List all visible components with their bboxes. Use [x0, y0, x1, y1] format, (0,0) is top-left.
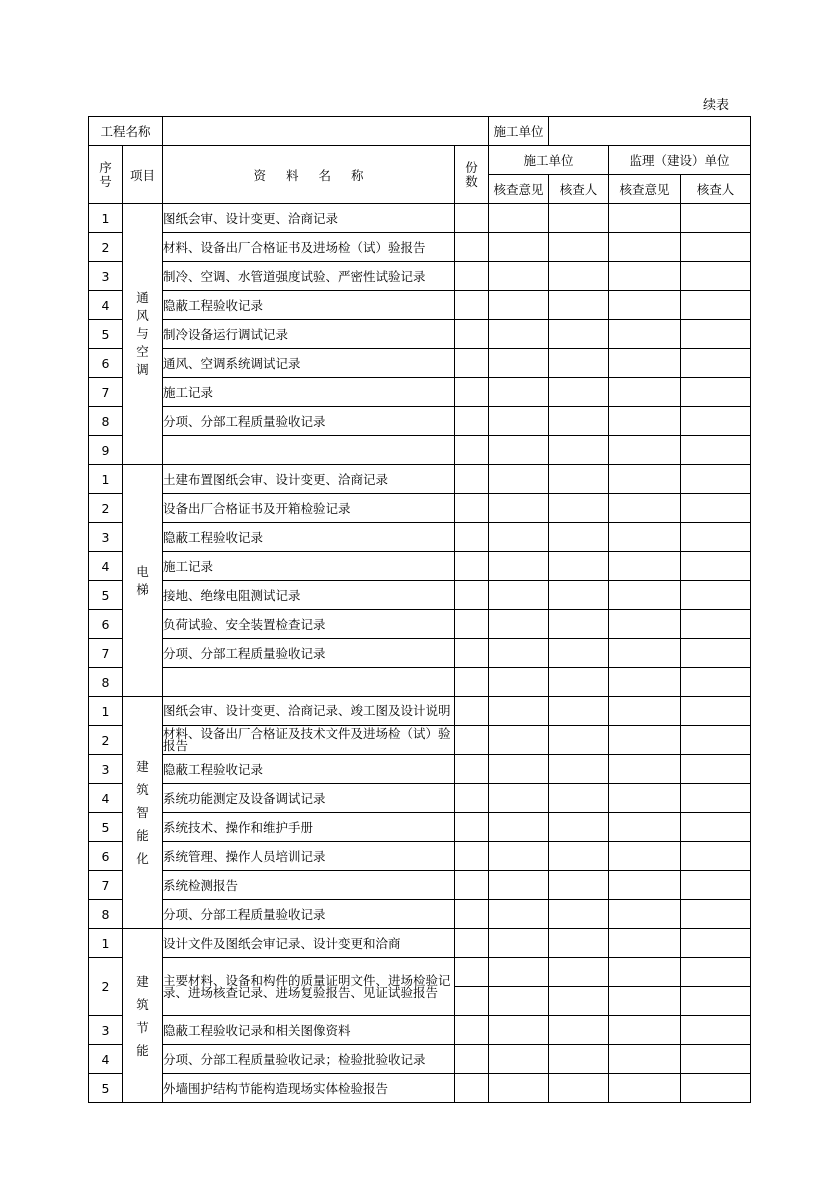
- supervision-checker-cell[interactable]: [681, 900, 751, 929]
- construction-group-header: 施工单位: [489, 146, 609, 175]
- construction-opinion-cell[interactable]: [489, 755, 549, 784]
- copies-cell[interactable]: [455, 494, 489, 523]
- construction-opinion-cell[interactable]: [489, 494, 549, 523]
- copies-cell[interactable]: [455, 1016, 489, 1045]
- supervision-opinion-cell[interactable]: [609, 697, 681, 726]
- construction-checker-cell[interactable]: [549, 581, 609, 610]
- supervision-opinion-cell[interactable]: [609, 320, 681, 349]
- row-number: 3: [89, 755, 123, 784]
- table-row: [89, 581, 751, 610]
- copies-cell[interactable]: [455, 1074, 489, 1103]
- supervision-checker-cell[interactable]: [681, 465, 751, 494]
- construction-checker-cell[interactable]: [549, 900, 609, 929]
- material-name: 分项、分部工程质量验收记录；检验批验收记录: [163, 1045, 455, 1074]
- supervision-checker-cell[interactable]: [681, 784, 751, 813]
- supervision-opinion-cell[interactable]: [609, 1074, 681, 1103]
- supervision-checker-cell[interactable]: [681, 987, 751, 1016]
- supervision-opinion-cell[interactable]: [609, 1016, 681, 1045]
- copies-cell[interactable]: [455, 726, 489, 755]
- row-number: 5: [89, 1074, 123, 1103]
- table-row: [89, 1045, 751, 1074]
- supervision-checker-cell[interactable]: [681, 1074, 751, 1103]
- construction-checker-cell[interactable]: [549, 465, 609, 494]
- construction-opinion-cell[interactable]: [489, 958, 549, 987]
- construction-opinion-cell[interactable]: [489, 871, 549, 900]
- supervision-opinion-cell[interactable]: [609, 465, 681, 494]
- supervision-opinion-cell[interactable]: [609, 958, 681, 987]
- row-number: 7: [89, 378, 123, 407]
- construction-opinion-cell[interactable]: [489, 929, 549, 958]
- supervision-opinion-cell[interactable]: [609, 581, 681, 610]
- supervision-opinion-cell[interactable]: [609, 813, 681, 842]
- supervision-checker-cell[interactable]: [681, 320, 751, 349]
- supervision-opinion-cell[interactable]: [609, 494, 681, 523]
- copies-cell[interactable]: [455, 813, 489, 842]
- row-number: 6: [89, 610, 123, 639]
- supervision-checker-cell[interactable]: [681, 755, 751, 784]
- material-name: 系统检测报告: [163, 871, 455, 900]
- supervision-checker-cell[interactable]: [681, 958, 751, 987]
- material-name: 系统技术、操作和维护手册: [163, 813, 455, 842]
- archive-check-table: [88, 116, 751, 1103]
- row-number: 8: [89, 668, 123, 697]
- construction-checker-cell[interactable]: [549, 552, 609, 581]
- supervision-check-opinion-header: 核查意见: [609, 175, 681, 204]
- row-number: 7: [89, 639, 123, 668]
- supervision-checker-cell[interactable]: [681, 871, 751, 900]
- construction-opinion-cell[interactable]: [489, 900, 549, 929]
- supervision-checker-cell[interactable]: [681, 494, 751, 523]
- supervision-opinion-cell[interactable]: [609, 233, 681, 262]
- copies-cell[interactable]: [455, 523, 489, 552]
- material-name: 分项、分部工程质量验收记录: [163, 900, 455, 929]
- table-row: [89, 726, 751, 755]
- table-row: [89, 1074, 751, 1103]
- construction-checker-cell[interactable]: [549, 407, 609, 436]
- row-number: 3: [89, 523, 123, 552]
- table-row: [89, 407, 751, 436]
- construction-opinion-cell[interactable]: [489, 1016, 549, 1045]
- construction-checker-cell[interactable]: [549, 755, 609, 784]
- supervision-checker-cell[interactable]: [681, 813, 751, 842]
- construction-checker-cell[interactable]: [549, 929, 609, 958]
- copies-cell[interactable]: [455, 900, 489, 929]
- row-number: 5: [89, 320, 123, 349]
- construction-checker-cell[interactable]: [549, 262, 609, 291]
- copies-cell[interactable]: [455, 262, 489, 291]
- copies-cell[interactable]: [455, 204, 489, 233]
- material-name: 材料、设备出厂合格证及技术文件及进场检（试）验报告: [163, 726, 455, 755]
- row-number: 6: [89, 349, 123, 378]
- copies-cell[interactable]: [455, 581, 489, 610]
- table-row: [89, 378, 751, 407]
- construction-opinion-cell[interactable]: [489, 1074, 549, 1103]
- construction-check-opinion-header: 核查意见: [489, 175, 549, 204]
- construction-opinion-cell[interactable]: [489, 697, 549, 726]
- row-number: 4: [89, 1045, 123, 1074]
- material-name: 材料、设备出厂合格证书及进场检（试）验报告: [163, 233, 455, 262]
- construction-unit-label: 施工单位: [489, 117, 549, 146]
- table-row: [89, 929, 751, 958]
- construction-checker-cell[interactable]: [549, 958, 609, 987]
- construction-opinion-cell[interactable]: [489, 842, 549, 871]
- row-number: 5: [89, 813, 123, 842]
- copies-cell[interactable]: [455, 407, 489, 436]
- construction-checker-cell[interactable]: [549, 378, 609, 407]
- construction-checker-cell[interactable]: [549, 1045, 609, 1074]
- construction-checker-cell[interactable]: [549, 639, 609, 668]
- copies-cell[interactable]: [455, 378, 489, 407]
- supervision-opinion-cell[interactable]: [609, 726, 681, 755]
- copies-cell[interactable]: [455, 233, 489, 262]
- material-name: 隐蔽工程验收记录和相关图像资料: [163, 1016, 455, 1045]
- row-number: 2: [89, 494, 123, 523]
- row-number: 9: [89, 436, 123, 465]
- copies-cell[interactable]: [455, 1045, 489, 1074]
- construction-opinion-cell[interactable]: [489, 262, 549, 291]
- supervision-opinion-cell[interactable]: [609, 668, 681, 697]
- supervision-checker-cell[interactable]: [681, 407, 751, 436]
- supervision-opinion-cell[interactable]: [609, 639, 681, 668]
- construction-opinion-cell[interactable]: [489, 726, 549, 755]
- supervision-checker-header: 核查人: [681, 175, 751, 204]
- row-number: 3: [89, 1016, 123, 1045]
- material-name-header: 资料名称: [163, 146, 455, 204]
- section-label: 建筑智能化: [123, 697, 163, 929]
- row-number: 2: [89, 233, 123, 262]
- row-number: 5: [89, 581, 123, 610]
- supervision-checker-cell[interactable]: [681, 610, 751, 639]
- supervision-checker-cell[interactable]: [681, 204, 751, 233]
- construction-checker-cell[interactable]: [549, 842, 609, 871]
- copies-cell[interactable]: [455, 929, 489, 958]
- material-name: 系统功能测定及设备调试记录: [163, 784, 455, 813]
- row-number: 1: [89, 204, 123, 233]
- row-number: 4: [89, 784, 123, 813]
- table-row: [89, 320, 751, 349]
- supervision-checker-cell[interactable]: [681, 581, 751, 610]
- row-number: 3: [89, 262, 123, 291]
- material-name: 图纸会审、设计变更、洽商记录: [163, 204, 455, 233]
- material-name: 负荷试验、安全装置检查记录: [163, 610, 455, 639]
- project-name-label: 工程名称: [89, 117, 163, 146]
- supervision-opinion-cell[interactable]: [609, 291, 681, 320]
- supervision-group-header: 监理（建设）单位: [609, 146, 751, 175]
- material-name: 分项、分部工程质量验收记录: [163, 639, 455, 668]
- table-row: [89, 204, 751, 233]
- table-row: [89, 958, 751, 987]
- material-name: 分项、分部工程质量验收记录: [163, 407, 455, 436]
- construction-opinion-cell[interactable]: [489, 349, 549, 378]
- material-name: 施工记录: [163, 378, 455, 407]
- table-row: [89, 610, 751, 639]
- row-number: 1: [89, 465, 123, 494]
- supervision-opinion-cell[interactable]: [609, 552, 681, 581]
- construction-opinion-cell[interactable]: [489, 523, 549, 552]
- table-row: [89, 349, 751, 378]
- project-name-field[interactable]: [163, 117, 489, 146]
- row-number: 7: [89, 871, 123, 900]
- supervision-opinion-cell[interactable]: [609, 755, 681, 784]
- supervision-opinion-cell[interactable]: [609, 436, 681, 465]
- row-number: 2: [89, 726, 123, 755]
- copies-cell[interactable]: [455, 755, 489, 784]
- copies-header: 份数: [455, 146, 489, 204]
- construction-opinion-cell[interactable]: [489, 291, 549, 320]
- section-label: 电梯: [123, 465, 163, 697]
- row-number: 4: [89, 552, 123, 581]
- table-row: [89, 1016, 751, 1045]
- copies-cell[interactable]: [455, 291, 489, 320]
- construction-checker-cell[interactable]: [549, 871, 609, 900]
- seq-header: 序号: [89, 146, 123, 204]
- construction-opinion-cell[interactable]: [489, 552, 549, 581]
- construction-checker-cell[interactable]: [549, 726, 609, 755]
- supervision-opinion-cell[interactable]: [609, 842, 681, 871]
- material-name: 主要材料、设备和构件的质量证明文件、进场检验记录、进场核查记录、进场复验报告、见证试验报告: [163, 958, 455, 1016]
- section-label: 通风与空调: [123, 204, 163, 465]
- header-row-1: [89, 146, 751, 175]
- construction-checker-cell[interactable]: [549, 784, 609, 813]
- table-row: [89, 494, 751, 523]
- table-row: [89, 813, 751, 842]
- supervision-checker-cell[interactable]: [681, 639, 751, 668]
- row-number: 8: [89, 407, 123, 436]
- copies-cell[interactable]: [455, 987, 489, 1016]
- supervision-checker-cell[interactable]: [681, 349, 751, 378]
- table-row: [89, 900, 751, 929]
- construction-opinion-cell[interactable]: [489, 436, 549, 465]
- material-name: [163, 436, 455, 465]
- table-row: [89, 784, 751, 813]
- material-name: 隐蔽工程验收记录: [163, 755, 455, 784]
- table-row: [89, 465, 751, 494]
- supervision-opinion-cell[interactable]: [609, 349, 681, 378]
- construction-checker-cell[interactable]: [549, 320, 609, 349]
- supervision-checker-cell[interactable]: [681, 1045, 751, 1074]
- construction-checker-cell[interactable]: [549, 610, 609, 639]
- construction-opinion-cell[interactable]: [489, 987, 549, 1016]
- construction-opinion-cell[interactable]: [489, 639, 549, 668]
- material-name: 隐蔽工程验收记录: [163, 523, 455, 552]
- row-number: 2: [89, 958, 123, 1016]
- material-name: 接地、绝缘电阻测试记录: [163, 581, 455, 610]
- row-number: 4: [89, 291, 123, 320]
- copies-cell[interactable]: [455, 320, 489, 349]
- table-row: [89, 523, 751, 552]
- material-name: 通风、空调系统调试记录: [163, 349, 455, 378]
- material-name: 土建布置图纸会审、设计变更、洽商记录: [163, 465, 455, 494]
- construction-checker-cell[interactable]: [549, 697, 609, 726]
- copies-cell[interactable]: [455, 610, 489, 639]
- table-row: [89, 842, 751, 871]
- construction-checker-cell[interactable]: [549, 1016, 609, 1045]
- supervision-checker-cell[interactable]: [681, 378, 751, 407]
- project-row: [89, 117, 751, 146]
- material-name: 图纸会审、设计变更、洽商记录、竣工图及设计说明: [163, 697, 455, 726]
- material-name: [163, 668, 455, 697]
- table-row: [89, 871, 751, 900]
- supervision-checker-cell[interactable]: [681, 262, 751, 291]
- table-row: [89, 233, 751, 262]
- material-name: 施工记录: [163, 552, 455, 581]
- copies-cell[interactable]: [455, 668, 489, 697]
- construction-opinion-cell[interactable]: [489, 581, 549, 610]
- construction-opinion-cell[interactable]: [489, 784, 549, 813]
- material-name: 制冷设备运行调试记录: [163, 320, 455, 349]
- construction-checker-cell[interactable]: [549, 494, 609, 523]
- supervision-checker-cell[interactable]: [681, 523, 751, 552]
- supervision-checker-cell[interactable]: [681, 726, 751, 755]
- supervision-opinion-cell[interactable]: [609, 1045, 681, 1074]
- construction-unit-field[interactable]: [549, 117, 751, 146]
- section-label: 建筑节能: [123, 929, 163, 1103]
- supervision-checker-cell[interactable]: [681, 552, 751, 581]
- construction-checker-cell[interactable]: [549, 1074, 609, 1103]
- construction-opinion-cell[interactable]: [489, 813, 549, 842]
- construction-checker-cell[interactable]: [549, 668, 609, 697]
- supervision-opinion-cell[interactable]: [609, 523, 681, 552]
- construction-checker-cell[interactable]: [549, 291, 609, 320]
- table-row: [89, 755, 751, 784]
- supervision-opinion-cell[interactable]: [609, 900, 681, 929]
- construction-checker-cell[interactable]: [549, 233, 609, 262]
- supervision-checker-cell[interactable]: [681, 233, 751, 262]
- construction-opinion-cell[interactable]: [489, 204, 549, 233]
- table-row: [89, 639, 751, 668]
- construction-checker-header: 核查人: [549, 175, 609, 204]
- supervision-opinion-cell[interactable]: [609, 871, 681, 900]
- supervision-opinion-cell[interactable]: [609, 204, 681, 233]
- construction-checker-cell[interactable]: [549, 987, 609, 1016]
- copies-cell[interactable]: [455, 871, 489, 900]
- construction-checker-cell[interactable]: [549, 523, 609, 552]
- supervision-checker-cell[interactable]: [681, 668, 751, 697]
- supervision-opinion-cell[interactable]: [609, 407, 681, 436]
- supervision-checker-cell[interactable]: [681, 929, 751, 958]
- table-row: [89, 262, 751, 291]
- copies-cell[interactable]: [455, 436, 489, 465]
- supervision-opinion-cell[interactable]: [609, 784, 681, 813]
- supervision-opinion-cell[interactable]: [609, 929, 681, 958]
- construction-opinion-cell[interactable]: [489, 610, 549, 639]
- table-row: [89, 436, 751, 465]
- construction-checker-cell[interactable]: [549, 204, 609, 233]
- continued-label: 续表: [703, 98, 730, 113]
- copies-cell[interactable]: [455, 552, 489, 581]
- material-name: 制冷、空调、水管道强度试验、严密性试验记录: [163, 262, 455, 291]
- table-row: [89, 668, 751, 697]
- supervision-checker-cell[interactable]: [681, 1016, 751, 1045]
- construction-opinion-cell[interactable]: [489, 233, 549, 262]
- construction-opinion-cell[interactable]: [489, 378, 549, 407]
- supervision-opinion-cell[interactable]: [609, 262, 681, 291]
- material-name: 设计文件及图纸会审记录、设计变更和洽商: [163, 929, 455, 958]
- supervision-checker-cell[interactable]: [681, 697, 751, 726]
- construction-checker-cell[interactable]: [549, 813, 609, 842]
- supervision-opinion-cell[interactable]: [609, 378, 681, 407]
- material-name: 系统管理、操作人员培训记录: [163, 842, 455, 871]
- row-number: 1: [89, 929, 123, 958]
- item-header: 项目: [123, 146, 163, 204]
- table-row: [89, 552, 751, 581]
- supervision-checker-cell[interactable]: [681, 842, 751, 871]
- copies-cell[interactable]: [455, 465, 489, 494]
- material-name: 外墙围护结构节能构造现场实体检验报告: [163, 1074, 455, 1103]
- supervision-opinion-cell[interactable]: [609, 987, 681, 1016]
- copies-cell[interactable]: [455, 958, 489, 987]
- construction-opinion-cell[interactable]: [489, 407, 549, 436]
- copies-cell[interactable]: [455, 784, 489, 813]
- copies-cell[interactable]: [455, 697, 489, 726]
- construction-opinion-cell[interactable]: [489, 465, 549, 494]
- copies-cell[interactable]: [455, 349, 489, 378]
- construction-checker-cell[interactable]: [549, 349, 609, 378]
- row-number: 8: [89, 900, 123, 929]
- row-number: 1: [89, 697, 123, 726]
- supervision-checker-cell[interactable]: [681, 436, 751, 465]
- material-name: 隐蔽工程验收记录: [163, 291, 455, 320]
- construction-opinion-cell[interactable]: [489, 320, 549, 349]
- construction-opinion-cell[interactable]: [489, 668, 549, 697]
- material-name: 设备出厂合格证书及开箱检验记录: [163, 494, 455, 523]
- copies-cell[interactable]: [455, 639, 489, 668]
- supervision-opinion-cell[interactable]: [609, 610, 681, 639]
- table-row: [89, 291, 751, 320]
- supervision-checker-cell[interactable]: [681, 291, 751, 320]
- construction-checker-cell[interactable]: [549, 436, 609, 465]
- table-row: [89, 697, 751, 726]
- copies-cell[interactable]: [455, 842, 489, 871]
- construction-opinion-cell[interactable]: [489, 1045, 549, 1074]
- row-number: 6: [89, 842, 123, 871]
